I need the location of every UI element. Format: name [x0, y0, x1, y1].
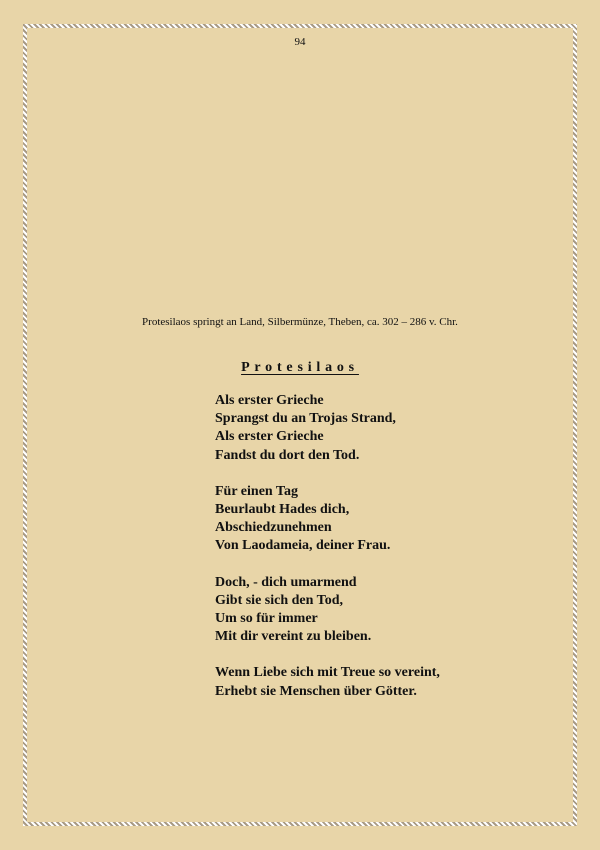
- poem-line: Für einen Tag: [215, 483, 298, 499]
- poem-line: Mit dir vereint zu bleiben.: [215, 629, 372, 645]
- stanza: [215, 392, 440, 465]
- poem-line: Erhebt sie Menschen über Götter.: [215, 683, 417, 699]
- poem-line: Als erster Grieche: [215, 429, 324, 445]
- poem-title: Protesilaos: [241, 360, 359, 375]
- poem-line: Abschiedzunehmen: [215, 520, 332, 536]
- poem-body: [215, 392, 440, 719]
- stanza: [215, 483, 440, 556]
- poem-line: Fandst du dort den Tod.: [215, 447, 360, 463]
- image-caption: Protesilaos springt an Land, Silbermünze, Theben, ca. 302 – 286 v. Chr.: [142, 316, 458, 328]
- poem-line: Von Laodameia, deiner Frau.: [215, 538, 391, 554]
- poem-line: Sprangst du an Trojas Strand,: [215, 411, 396, 427]
- poem-line: Als erster Grieche: [215, 393, 324, 408]
- page-number: 94: [294, 36, 306, 48]
- poem-line: Gibt sie sich den Tod,: [215, 592, 343, 608]
- poem-line: Beurlaubt Hades dich,: [215, 502, 350, 518]
- stanza: [215, 574, 440, 647]
- poem-line: Doch, - dich umarmend: [215, 574, 357, 590]
- poem-line: Wenn Liebe sich mit Treue so vereint,: [215, 665, 440, 681]
- poem-line: Um so für immer: [215, 611, 318, 627]
- stanza: [215, 664, 440, 700]
